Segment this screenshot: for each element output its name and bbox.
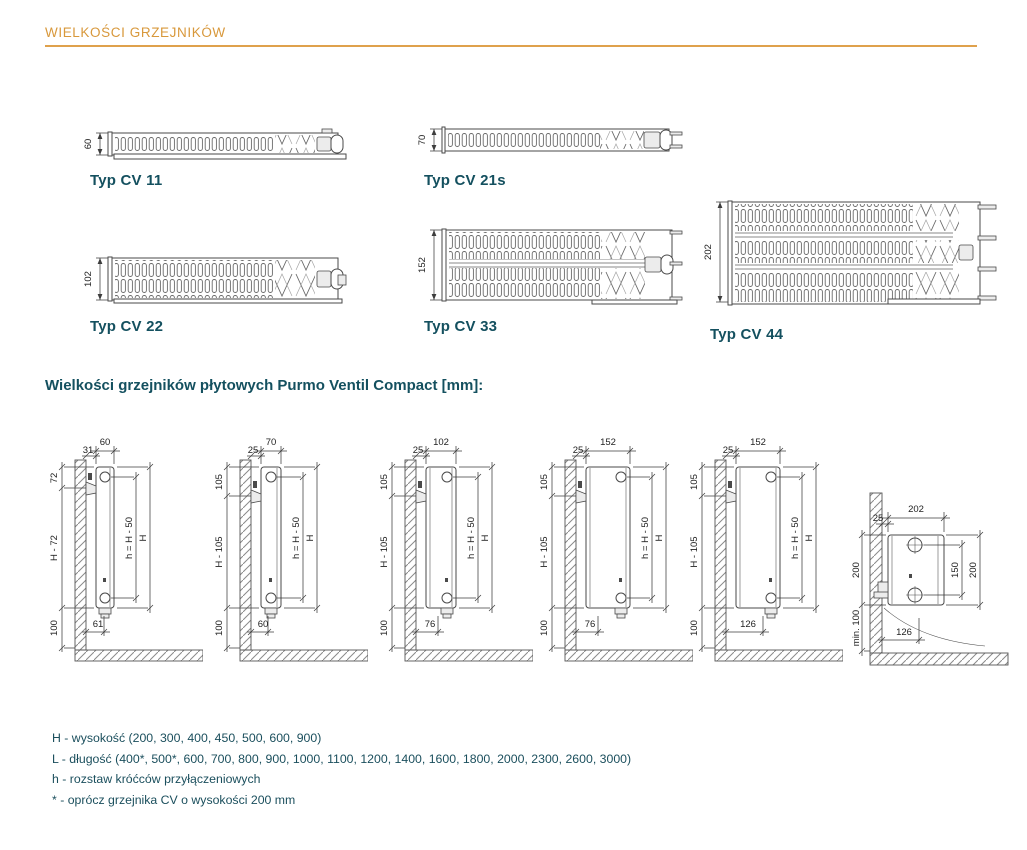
height-dimension xyxy=(83,133,109,155)
dim-top-width: 102 xyxy=(433,437,449,448)
dim-upper: 72 xyxy=(49,472,60,484)
dim-wall-offset: 25 xyxy=(722,445,734,456)
radiator-cross-section-cv44 xyxy=(698,192,998,320)
radiator-drawing xyxy=(416,467,456,618)
wall-and-floor xyxy=(405,460,533,661)
dim-height-left: 200 xyxy=(851,562,862,578)
dim-wall-offset: 25 xyxy=(872,513,884,524)
dim-ports: h = H - 50 xyxy=(640,517,651,559)
type-label-cv44: Typ CV 44 xyxy=(710,326,784,343)
dim-top-width: 70 xyxy=(265,437,277,448)
radiator-cross-section-cv22 xyxy=(78,246,350,312)
dim-bottom-width: 76 xyxy=(424,619,436,630)
dim-height: 60 xyxy=(83,138,94,150)
dim-side: H - 72 xyxy=(49,535,60,561)
legend-line-l: L - długość (400*, 500*, 600, 700, 800, 900, 1000, 1100, 1200, 1400, 1600, 1800, 2000, 2300, 2600, 3000) xyxy=(52,751,632,766)
radiator-drawing xyxy=(874,535,985,646)
dim-total-height: H xyxy=(138,534,149,542)
install-diagram-cv21s xyxy=(203,420,368,670)
radiator-cross-section-cv11 xyxy=(78,120,350,168)
radiator-body xyxy=(442,127,682,153)
install-diagram-cv11 xyxy=(38,420,203,670)
dim-side: H - 105 xyxy=(379,536,390,568)
type-label-cv21s: Typ CV 21s xyxy=(424,172,506,189)
page-title: WIELKOŚCI GRZEJNIKÓW xyxy=(45,25,226,40)
dim-height-right: 200 xyxy=(968,562,979,578)
dim-top-width: 152 xyxy=(600,437,616,448)
dim-side: H - 105 xyxy=(689,536,700,568)
dim-height: 202 xyxy=(703,244,714,260)
header-rule xyxy=(45,45,977,47)
height-dimension xyxy=(417,129,443,151)
radiator-body xyxy=(728,201,996,305)
dim-wall-offset: 25 xyxy=(412,445,424,456)
dim-total-height: H xyxy=(804,534,815,542)
legend-line-ports: h - rozstaw króćców przyłączeniowych xyxy=(52,772,261,786)
dim-total-height: H xyxy=(654,534,665,542)
dim-upper: 105 xyxy=(689,474,700,490)
dim-total-height: H xyxy=(305,534,316,542)
dim-bottom-width: 60 xyxy=(257,619,269,630)
dim-height: 152 xyxy=(417,257,428,273)
dim-side: H - 105 xyxy=(539,536,550,568)
dim-side: H - 105 xyxy=(214,536,225,568)
dim-wall-offset: 25 xyxy=(572,445,584,456)
install-diagram-cv44 xyxy=(678,420,843,670)
type-label-cv11: Typ CV 11 xyxy=(90,172,163,189)
height-dimension xyxy=(703,202,729,302)
dim-floor-gap: 100 xyxy=(539,620,550,636)
legend xyxy=(52,731,631,813)
height-dimension xyxy=(417,230,443,300)
dim-bottom-width: 76 xyxy=(584,619,596,630)
dim-bottom-width: 126 xyxy=(896,627,912,638)
dim-total-height: H xyxy=(480,534,491,542)
dim-upper: 105 xyxy=(539,474,550,490)
dim-ports: 150 xyxy=(950,562,961,578)
dim-top-width: 152 xyxy=(750,437,766,448)
radiator-drawing xyxy=(576,467,630,618)
type-label-cv22: Typ CV 22 xyxy=(90,318,164,335)
install-diagram-cv33 xyxy=(528,420,693,670)
dim-upper: 105 xyxy=(214,474,225,490)
dim-clearance: min. 100 xyxy=(851,609,862,647)
wall-and-floor xyxy=(240,460,368,661)
type-label-cv33: Typ CV 33 xyxy=(424,318,498,335)
radiator-body xyxy=(108,257,346,303)
radiator-drawing xyxy=(726,467,780,618)
dim-top-width: 202 xyxy=(908,504,924,515)
radiator-body xyxy=(108,129,346,159)
dim-ports: h = H - 50 xyxy=(790,517,801,559)
install-diagram-cv22 xyxy=(368,420,533,670)
radiator-drawing xyxy=(251,467,281,618)
legend-line-note: * - oprócz grzejnika CV o wysokości 200 mm xyxy=(52,792,296,807)
dim-height: 70 xyxy=(417,134,428,146)
radiator-cross-section-cv21s xyxy=(412,116,684,166)
dim-ports: h = H - 50 xyxy=(466,517,477,559)
dim-bottom-width: 126 xyxy=(740,619,756,630)
dim-floor-gap: 100 xyxy=(214,620,225,636)
dim-bottom-width: 61 xyxy=(92,619,104,630)
dim-wall-offset: 31 xyxy=(82,445,94,456)
radiator-drawing xyxy=(86,467,114,618)
legend-line-h: H - wysokość (200, 300, 400, 450, 500, 600, 900) xyxy=(52,731,322,745)
dim-floor-gap: 100 xyxy=(49,620,60,636)
section-heading: Wielkości grzejników płytowych Purmo Ventil Compact [mm]: xyxy=(45,377,484,394)
radiator-cross-section-cv33 xyxy=(412,218,684,312)
radiator-body xyxy=(442,229,682,304)
dim-wall-offset: 25 xyxy=(247,445,259,456)
dim-upper: 105 xyxy=(379,474,390,490)
dim-height: 102 xyxy=(83,271,94,287)
dim-top-width: 60 xyxy=(99,437,111,448)
dim-ports: h = H - 50 xyxy=(291,517,302,559)
install-diagram-corner xyxy=(850,468,1025,683)
dim-floor-gap: 100 xyxy=(379,620,390,636)
height-dimension xyxy=(83,258,109,300)
dim-ports: h = H - 50 xyxy=(124,517,135,559)
dim-floor-gap: 100 xyxy=(689,620,700,636)
